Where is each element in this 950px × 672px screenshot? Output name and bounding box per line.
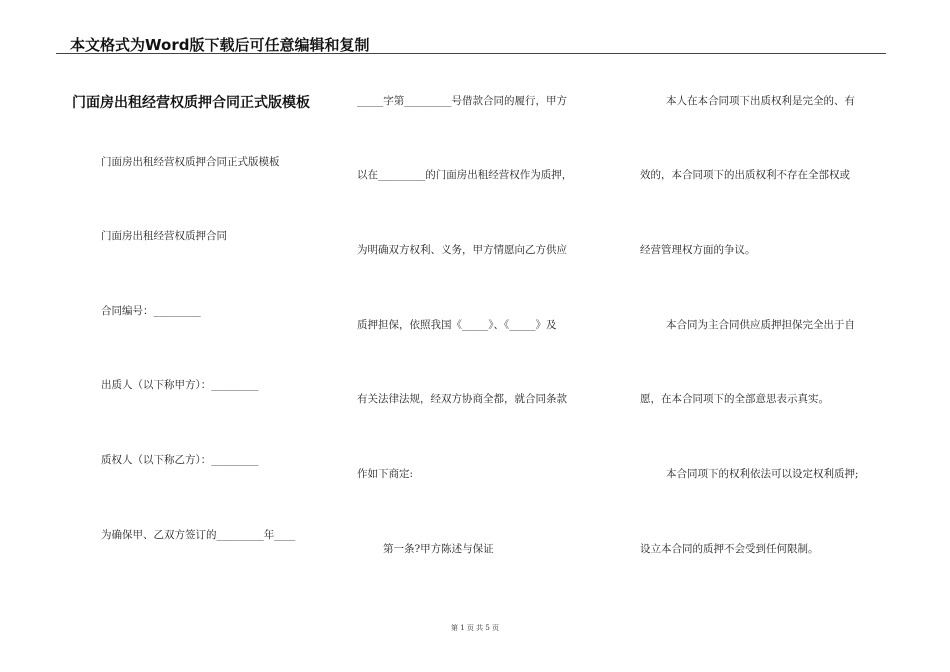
- col3-line-2: 效的，本合同项下的出质权利不存在全部权或: [640, 169, 850, 181]
- col1-line-3: 合同编号：_________: [101, 305, 201, 317]
- col3-line-1: 本人在本合同项下出质权利是完全的、有: [666, 95, 855, 107]
- col3-line-7: 设立本合同的质押不会受到任何限制。: [640, 543, 819, 555]
- col1-line-1: 门面房出租经营权质押合同正式版模板: [101, 156, 280, 168]
- col3-line-3: 经营管理权方面的争议。: [640, 244, 756, 256]
- col2-line-1: _____字第_________号借款合同的履行，甲方: [357, 95, 567, 107]
- col3-line-5: 愿，在本合同项下的全部意思表示真实。: [640, 393, 829, 405]
- col1-line-5: 质权人（以下称乙方）：_________: [101, 454, 259, 466]
- col2-line-4: 质押担保，依照我国《_____》、《_____》及: [357, 319, 557, 331]
- col2-line-6: 作如下商定:: [357, 468, 414, 480]
- header-rule: [56, 53, 886, 54]
- col3-line-6: 本合同项下的权利依法可以设定权利质押;: [666, 468, 859, 480]
- col3-line-4: 本合同为主合同供应质押担保完全出于自: [666, 319, 855, 331]
- col2-line-3: 为明确双方权利、义务，甲方情愿向乙方供应: [357, 244, 567, 256]
- col1-line-2: 门面房出租经营权质押合同: [101, 230, 227, 242]
- col1-line-4: 出质人（以下称甲方）：_________: [101, 379, 259, 391]
- page-number: 第 1 页 共 5 页: [450, 624, 500, 632]
- format-banner: 本文格式为Word版下载后可任意编辑和复制: [70, 36, 370, 54]
- col2-line-5: 有关法律法规，经双方协商全都，就合同条款: [357, 393, 567, 405]
- col1-line-6: 为确保甲、乙双方签订的_________年____: [101, 529, 296, 541]
- col2-line-2: 以在_________的门面房出租经营权作为质押，: [357, 169, 573, 181]
- col2-section-heading: 第一条?甲方陈述与保证: [383, 543, 494, 555]
- document-title: 门面房出租经营权质押合同正式版模板: [72, 95, 310, 111]
